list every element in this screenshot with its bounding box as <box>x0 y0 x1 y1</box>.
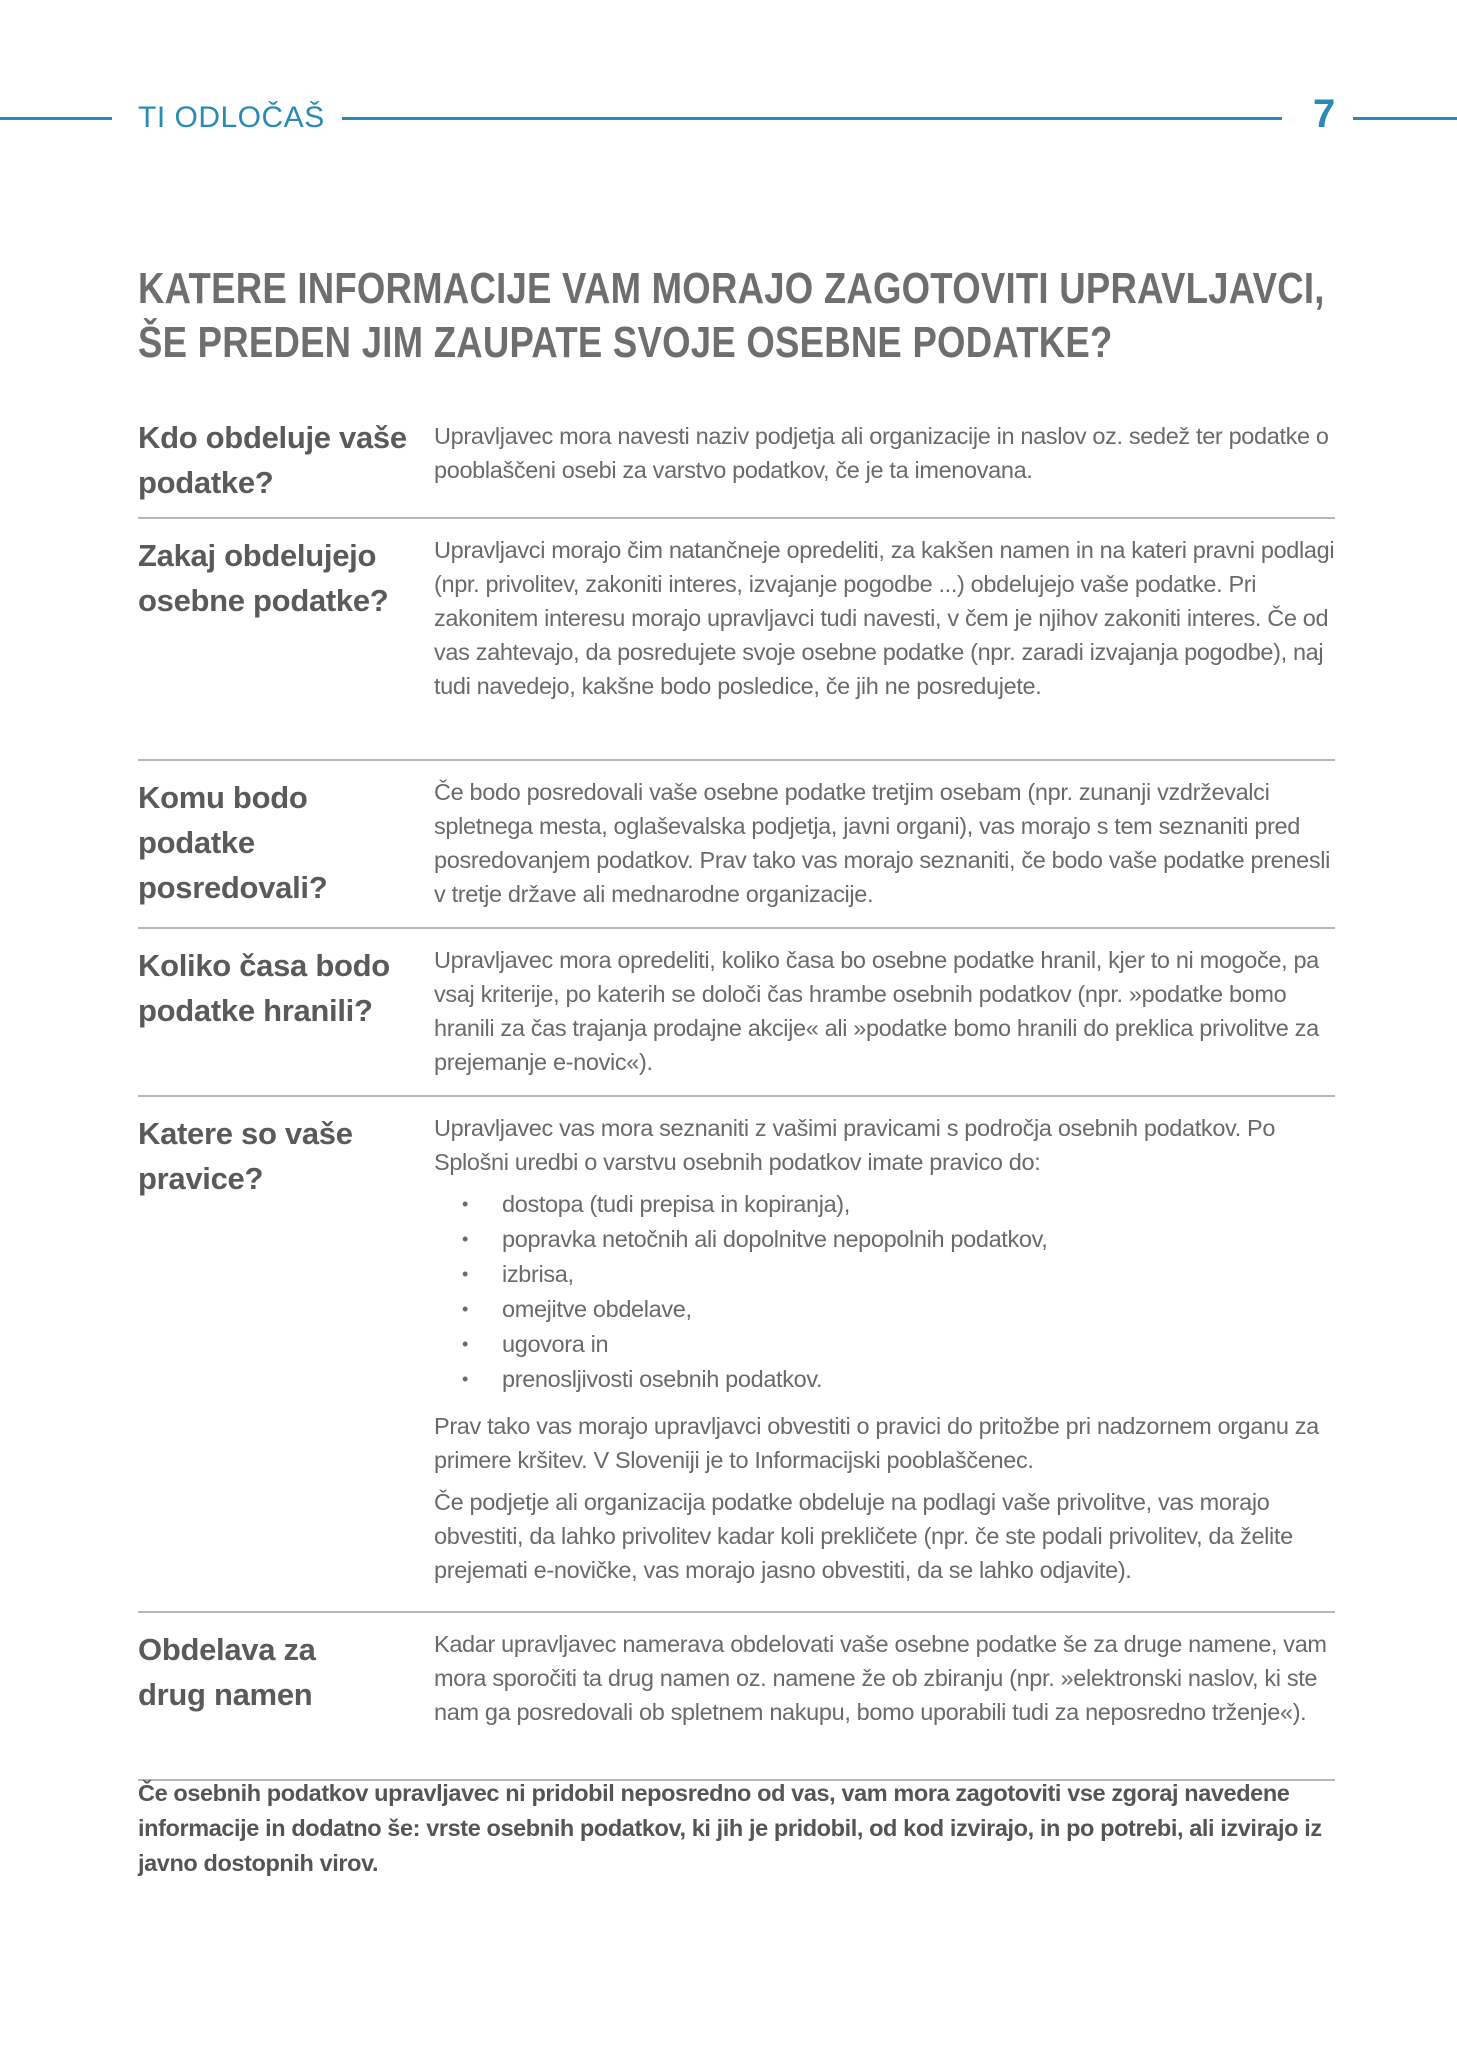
list-item: • izbrisa, <box>434 1257 1335 1292</box>
table-row-recipients <box>138 761 1335 929</box>
row-label: Kdo obdeluje vaše podatke? <box>138 420 407 500</box>
rights-complaint-text: Prav tako vas morajo upravljavci obvestiti o pravici do pritožbe pri nadzornem organu za primere kršitev. V Sloveniji je to Informacijski pooblaščenec. <box>434 1413 1319 1473</box>
section-title: TI ODLOČAŠ <box>138 101 325 134</box>
row-label: Koliko časa bodo podatke hranili? <box>138 948 390 1028</box>
table-row-retention <box>138 929 1335 1097</box>
table-row-other-purpose <box>138 1613 1335 1781</box>
list-item: • popravka netočnih ali dopolnitve nepopolnih podatkov, <box>434 1222 1335 1257</box>
row-content <box>378 1111 1335 1601</box>
list-item: • prenosljivosti osebnih podatkov. <box>434 1362 1335 1397</box>
table-row-rights <box>138 1097 1335 1613</box>
page-title <box>138 262 1325 370</box>
row-text: Kadar upravljavec namerava obdelovati vaše osebne podatke še za druge namene, vam mora sporočiti ta drug namen oz. namene že ob zbiranju (npr. »elektronski naslov, ki ste nam ga posredovali ob spletnem nakupu, bomo uporabili tudi za neposredno trženje«). <box>434 1631 1327 1725</box>
page-header <box>0 92 1457 140</box>
row-content <box>378 775 1335 917</box>
row-text: Upravljavec mora opredeliti, koliko časa bo osebne podatke hranil, kjer to ni mogoče, pa vsaj kriterije, po katerih se določi čas hrambe osebnih podatkov (npr. »podatke bomo hranili za čas trajanja prodajne akcije« ali »podatke bomo hranili do preklica privolitve za prejemanje e-novic«). <box>434 947 1319 1075</box>
rights-intro: Upravljavec vas mora seznaniti z vašimi pravicami s področja osebnih podatkov. Po Splošni uredbi o varstvu osebnih podatkov imate pravico do: <box>434 1115 1276 1175</box>
list-item: • omejitve obdelave, <box>434 1292 1335 1327</box>
header-rule-middle <box>342 117 1282 120</box>
row-content <box>408 415 1335 507</box>
row-content <box>408 943 1335 1085</box>
row-label: Komu bodo podatke posredovali? <box>138 780 328 905</box>
info-table <box>138 415 1335 1781</box>
row-content <box>408 533 1335 749</box>
page-number: 7 <box>1313 92 1336 136</box>
rights-consent-text: Če podjetje ali organizacija podatke obdeluje na podlagi vaše privolitve, vas morajo obvestiti, da lahko privolitev kadar koli prekličete (npr. če ste podali privolitev, da želite prejemati e-novičke, vas morajo jasno obvestiti, da se lahko odjavite). <box>434 1489 1293 1583</box>
row-text: Upravljavec mora navesti naziv podjetja ali organizacije in naslov oz. sedež ter podatke o pooblaščeni osebi za varstvo podatkov, če je ta imenovana. <box>434 423 1329 483</box>
table-row-why <box>138 519 1335 761</box>
row-label: Obdelava za drug namen <box>138 1632 316 1712</box>
footer-note: Če osebnih podatkov upravljavec ni pridobil neposredno od vas, vam mora zagotoviti vse zgoraj navedene informacije in dodatno še: vrste osebnih podatkov, ki jih je pridobil, od kod izvirajo, in po potrebi, ali izvirajo iz javno dostopnih virov. <box>138 1780 1322 1876</box>
rights-list <box>434 1187 1335 1397</box>
page-title-line-1: KATERE INFORMACIJE VAM MORAJO ZAGOTOVITI UPRAVLJAVCI, <box>138 264 1325 313</box>
row-content <box>378 1627 1335 1769</box>
header-rule-right <box>1353 117 1457 120</box>
table-row-who <box>138 415 1335 519</box>
row-label: Zakaj obdelujejo osebne podatke? <box>138 538 389 618</box>
page-title-line-2: ŠE PREDEN JIM ZAUPATE SVOJE OSEBNE PODATKE? <box>138 318 1113 367</box>
list-item: • ugovora in <box>434 1327 1335 1362</box>
row-text: Če bodo posredovali vaše osebne podatke tretjim osebam (npr. zunanji vzdrževalci spletnega mesta, oglaševalska podjetja, javni organi), vas morajo s tem seznaniti pred posredovanjem podatkov. Prav tako vas morajo seznaniti, če bodo vaše podatke prenesli v tretje države ali mednarodne organizacije. <box>434 779 1330 907</box>
row-text: Upravljavci morajo čim natančneje opredeliti, za kakšen namen in na kateri pravni podlagi (npr. privolitev, zakoniti interes, izvajanje pogodbe ...) obdelujejo vaše podatke. Pri zakonitem interesu morajo upravljavci tudi navesti, v čem je njihov zakoniti interes. Če od vas zahtevajo, da posredujete svoje osebne podatke (npr. zaradi izvajanja pogodbe), naj tudi navedejo, kakšne bodo posledice, če jih ne posredujete. <box>434 537 1335 699</box>
row-label: Katere so vaše pravice? <box>138 1116 353 1196</box>
list-item: • dostopa (tudi prepisa in kopiranja), <box>434 1187 1335 1222</box>
header-rule-left <box>0 117 112 120</box>
